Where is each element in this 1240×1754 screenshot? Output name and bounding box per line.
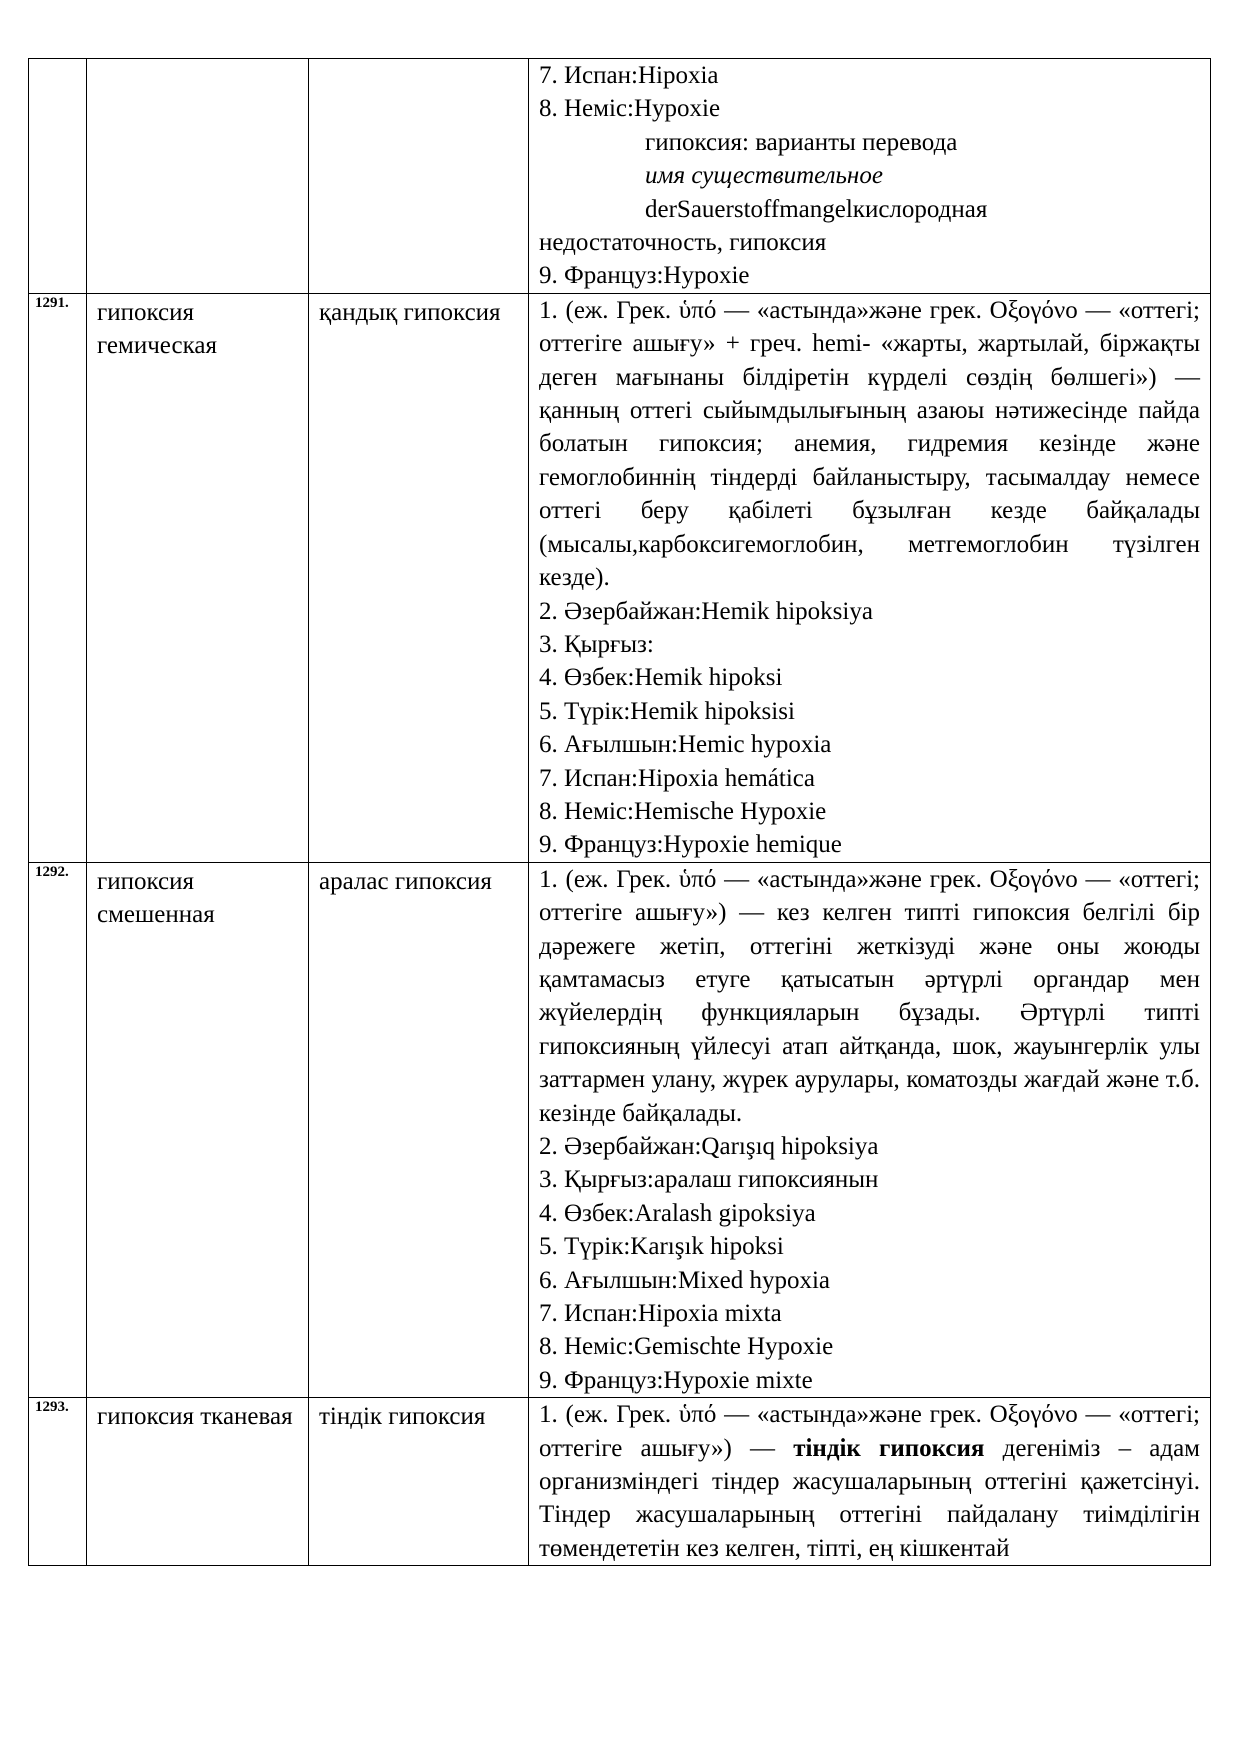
translation-line: 9. Француз:Hypoxie <box>539 262 750 290</box>
translation-variants-heading: гипоксия: варианты перевода <box>645 128 958 156</box>
translation-line: 9. Француз:Hypoxie hemique <box>539 831 842 859</box>
row-number-cell <box>29 862 87 1398</box>
table-row <box>29 293 1211 862</box>
translation-line: 6. Ағылшын:Hemic hypoxia <box>539 731 832 759</box>
translation-line: 5. Түрік:Hemik hipoksisi <box>539 697 795 725</box>
translation-line: 4. Өзбек:Aralash gipoksiya <box>539 1199 816 1227</box>
translation-variant-cont: недостаточность, гипоксия <box>539 229 827 257</box>
definition-text: 1. (еж. Грек. ὑπό — «астында»және грек. Οξογόνο — «оттегі; оттегіге ашығу») — кез келген типті гипоксия белгілі бір дәрежеге жетіп, оттегіні жеткізуді және оны жоюды қамтамасыз етуге қатысатын әртүрлі органдар мен жүйелердің функцияларын бұзады. Әртүрлі типті гипоксияның үйлесуі атап айтқанда, шок, жауынгерлік улы заттармен улану, жүрек аурулары, коматозды жағдай және т.б. кезінде байқалады. <box>539 865 1200 1127</box>
translation-line: 6. Ағылшын:Mixed hypoxia <box>539 1266 831 1294</box>
translation-line: 2. Әзербайжан:Hemik hipoksiya <box>539 597 873 625</box>
translation-line: 7. Испан:Hipoxia <box>539 62 719 89</box>
russian-term <box>87 59 308 61</box>
description-cell <box>529 862 1211 1398</box>
description-cell <box>529 1398 1211 1566</box>
row-number-cell <box>29 59 87 294</box>
russian-term-cell <box>87 1398 309 1566</box>
translation-line: 7. Испан:Hipoxia hemática <box>539 764 815 792</box>
translation-line: 2. Әзербайжан:Qarışıq hipoksiya <box>539 1133 879 1160</box>
definition-bold-term: тіндік гипоксия <box>793 1434 985 1462</box>
definition-start: 1. (еж. Грек. ὑπό — «астында»және грек. Οξογόνο — «оттегі; оттегіге ашығу») — <box>539 1401 1200 1462</box>
part-of-speech: имя существительное <box>645 162 883 190</box>
row-number-cell <box>29 293 87 862</box>
russian-term: гипоксия гемическая <box>97 298 217 359</box>
row-number: 1293. <box>35 1399 69 1416</box>
russian-term: гипоксия смешенная <box>97 867 215 928</box>
row-number-cell <box>29 1398 87 1566</box>
table-row <box>29 1398 1211 1566</box>
translation-line: 3. Қырғыз:аралаш гипоксиянын <box>539 1166 879 1194</box>
russian-term-cell <box>87 293 309 862</box>
table-row <box>29 59 1211 294</box>
description-cell <box>529 59 1211 294</box>
translation-line: 8. Неміс:Gemischte Hypoxie <box>539 1333 834 1361</box>
translation-variant: derSauerstoffmangelкислородная <box>645 195 988 223</box>
russian-term-cell <box>87 862 309 1398</box>
table-row <box>29 862 1211 1398</box>
kazakh-term <box>309 59 528 61</box>
description-cell <box>529 293 1211 862</box>
definition-text <box>539 1398 1200 1565</box>
translation-line: 3. Қырғыз: <box>539 630 654 658</box>
translation-line: 4. Өзбек:Hemik hipoksi <box>539 664 783 692</box>
row-number <box>29 59 86 61</box>
russian-term-cell <box>87 59 309 294</box>
definition-rest: дегеніміз – адам организміндегі тіндер жасушаларының оттегіні қажетсінуі. Тіндер жасушаларының оттегіні пайдалану тиімділігін төмендететін кез келген, тіпті, ең кішкентай <box>539 1434 1200 1562</box>
definition-text: 1. (еж. Грек. ὑπό — «астында»және грек. Οξογόνο — «оттегі; оттегіге ашығу» + греч. hemi- «жарты, жартылай, біржақты деген мағынаны білдіретін күрделі сөздің бөлшегі») — қанның оттегі сыйымдылығының азаюы нәтижесінде пайда болатын гипоксия; анемия, гидремия кезінде және гемоглобиннің тіндерді байланыстыру, тасымалдау немесе оттегі беру қабілеті бұзылған кезде байқалады (мысалы,карбоксигемоглобин, метгемоглобин түзілген кезде). <box>539 296 1200 592</box>
translation-line: 5. Түрік:Karışık hipoksi <box>539 1233 784 1261</box>
translation-line: 8. Неміс:Hypoxie <box>539 95 721 123</box>
translation-line: 7. Испан:Hipoxia mixta <box>539 1300 782 1328</box>
translation-line: 8. Неміс:Hemische Hypoxie <box>539 797 827 825</box>
kazakh-term-cell <box>309 59 529 294</box>
row-number: 1292. <box>35 863 69 880</box>
row-number: 1291. <box>35 294 69 311</box>
kazakh-term-cell <box>309 862 529 1398</box>
russian-term: гипоксия тканевая <box>97 1403 293 1431</box>
kazakh-term-cell <box>309 293 529 862</box>
terminology-table <box>28 58 1211 1566</box>
translation-line: 9. Француз:Hypoxie mixte <box>539 1366 813 1394</box>
kazakh-term: аралас гипоксия <box>319 867 492 895</box>
kazakh-term: тіндік гипоксия <box>319 1403 486 1431</box>
kazakh-term: қандық гипоксия <box>319 298 501 326</box>
kazakh-term-cell <box>309 1398 529 1566</box>
